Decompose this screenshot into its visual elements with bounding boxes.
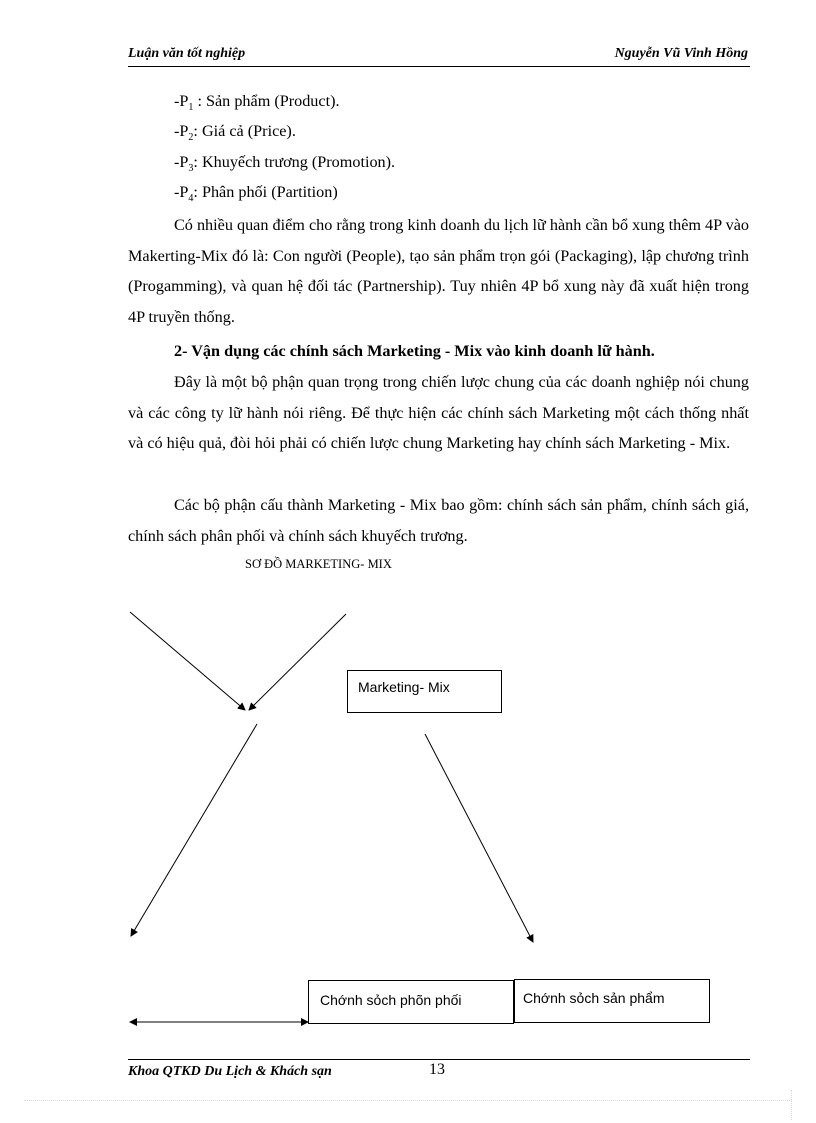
bullet-prefix: -P <box>174 92 189 110</box>
page-edge-dotted-line <box>24 1100 792 1101</box>
bullet-text: : Phân phối (Partition) <box>193 183 338 201</box>
footer-rule <box>128 1059 750 1060</box>
product-policy-box <box>514 979 710 1023</box>
distribution-policy-box <box>308 980 514 1024</box>
section-heading: 2- Vận dụng các chính sách Marketing - Mix vào kinh doanh lữ hành. <box>174 342 655 360</box>
footer-left-text: Khoa QTKD Du Lịch & Khách sạn <box>128 1064 332 1078</box>
bullet-prefix: -P <box>174 122 189 140</box>
marketing-mix-box-label: Marketing- Mix <box>358 679 450 695</box>
bullet-subscript: 1 <box>188 102 194 114</box>
arrow-lower-left <box>131 724 257 936</box>
paragraph-components: Các bộ phận cấu thành Marketing - Mix bao gồm: chính sách sản phẩm, chính sách giá, chính sách phân phối và chính sách khuyếch trương. <box>128 496 749 545</box>
bullet-subscript: 2 <box>188 132 194 144</box>
bullet-subscript: 3 <box>188 163 194 175</box>
arrow-upper-left <box>130 612 245 710</box>
bullet-prefix: -P <box>174 183 189 201</box>
marketing-mix-box <box>347 670 502 713</box>
bullet-prefix: -P <box>174 153 189 171</box>
arrow-lower-right <box>425 734 533 942</box>
distribution-policy-label: Chớnh sỏch phõn phối <box>320 992 462 1008</box>
product-policy-label: Chớnh sỏch sản phẩm <box>523 990 665 1006</box>
paragraph-4p-extension: Có nhiều quan điểm cho rằng trong kinh doanh du lịch lữ hành cần bổ xung thêm 4P vào Makerting-Mix đó là: Con người (People), tạo sản phẩm trọn gói (Packaging), lập chương trình (Progamming), và quan hệ đối tác (Partnership). Tuy nhiên 4P bổ xung này đã xuất hiện trong 4P truyền thống. <box>128 216 749 326</box>
bullet-subscript: 4 <box>188 193 194 205</box>
bullet-text: : Khuyếch trương (Promotion). <box>193 153 396 171</box>
page-edge-dotted-vertical <box>791 1090 792 1120</box>
header-left-text: Luận văn tốt nghiệp <box>128 46 246 61</box>
bullet-text: : Giá cả (Price). <box>193 122 296 140</box>
diagram-title: SƠ ĐỒ MARKETING- MIX <box>245 557 392 571</box>
header-right-text: Nguyễn Vũ Vinh Hồng <box>614 46 748 61</box>
page-number: 13 <box>429 1061 445 1078</box>
arrow-upper-right <box>249 614 346 710</box>
bullet-text: : Sản phẩm (Product). <box>193 92 340 110</box>
paragraph-strategy: Đây là một bộ phận quan trọng trong chiến lược chung của các doanh nghiệp nói chung và các công ty lữ hành nói riêng. Để thực hiện các chính sách Marketing một cách thống nhất và có hiệu quả, đòi hỏi phải có chiến lược chung Marketing hay chính sách Marketing - Mix. <box>128 373 749 452</box>
